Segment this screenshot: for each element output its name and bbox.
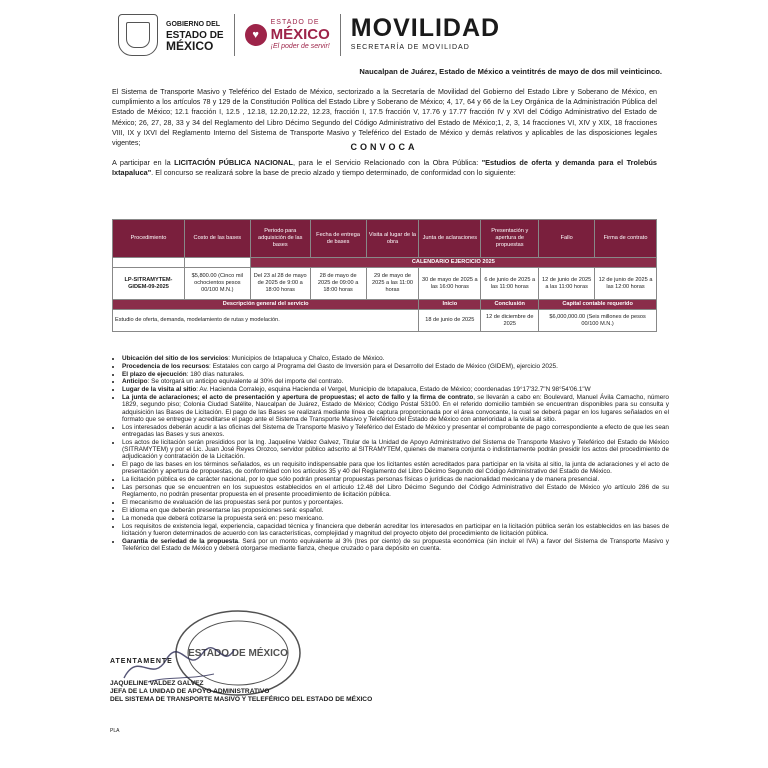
th-procedimiento: Procedimiento [113, 220, 185, 258]
th-costo: Costo de las bases [184, 220, 250, 258]
list-item: • Ubicación del sitio de los servicios: Municipios de Ixtapaluca y Chalco, Estado de México. [122, 355, 669, 362]
table-row [113, 268, 657, 300]
list-item: • Los requisitos de existencia legal, experiencia, capacidad técnica y financiera que deberán acreditar los interesados en participar en la licitación pública serán los establecidos en las bases de licitación y fueron determinados de acuerdo con las características, complejidad y magnitud del proyecto objeto del procedimiento de licitación pública. [122, 523, 669, 538]
participar-text-1: A participar en la [112, 158, 175, 167]
gov-line-1: GOBIERNO DEL [166, 20, 221, 28]
table-row [113, 310, 657, 332]
th-inicio: Inicio [419, 300, 481, 310]
cell-descripcion: Estudio de oferta, demanda, modelamiento de rutas y modelación. [113, 310, 419, 332]
cell-presentacion: 6 de junio de 2025 a las 11:00 horas [481, 268, 539, 300]
header-divider [340, 14, 341, 56]
cell-conclusion: 12 de diciembre de 2025 [481, 310, 539, 332]
list-item: • Los interesados deberán acudir a las oficinas del Sistema de Transporte Masivo y Teleférico del Estado de México y presentar el comprobante de pago correspondiente a efecto de que les sean entregadas las Bases y sus anexos. [122, 424, 669, 439]
th-capital: Capital contable requerido [539, 300, 657, 310]
th-descripcion: Descripción general del servicio [113, 300, 419, 310]
description-header-row [113, 300, 657, 310]
government-logo-text [166, 19, 224, 52]
edo-line-1: ESTADO DE [270, 19, 320, 26]
list-item: • Garantía de seriedad de la propuesta. Será por un monto equivalente al 3% (tres por ciento) de su propuesta económica (sin incluir el IVA) a favor del Sistema de Transporte Masivo y Teleférico del Estado de México y deberá otorgarse mediante fianza, cheque cruzado o para depósito en cuenta. [122, 538, 669, 553]
participar-text-4: "Estudios de oferta y demanda para el Trolebús Ixtapaluca" [112, 158, 657, 177]
participar-text-5: . El concurso se realizará sobre la base de precio alzado y tiempo determinado, de conformidad con lo siguiente: [151, 168, 516, 177]
th-presentacion: Presentación y apertura de propuestas [481, 220, 539, 258]
heart-icon: ♥ [245, 24, 267, 46]
participar-text-3: , para le el Servicio Relacionado con la Obra Pública: [292, 158, 482, 167]
cell-procedimiento: LP-SITRAMYTEM-GIDEM-09-2025 [113, 268, 185, 300]
cell-periodo: Del 23 al 28 de mayo de 2025 de 9:00 a 18:00 horas [250, 268, 310, 300]
convoca-heading: CONVOCA [350, 142, 418, 152]
dateline: Naucalpan de Juárez, Estado de México a veintitrés de mayo de dos mil veinticinco. [359, 67, 662, 76]
th-entrega: Fecha de entrega de bases [310, 220, 366, 258]
th-fallo: Fallo [539, 220, 595, 258]
calendar-row [113, 258, 657, 268]
signature-block [110, 680, 372, 704]
cell-capital: $6,000,000.00 (Seis millones de pesos 00/100 M.N.) [539, 310, 657, 332]
cell-firma: 12 de junio de 2025 a las 12:00 horas [595, 268, 657, 300]
tender-table [112, 219, 657, 332]
list-item: • Los actos de licitación serán presididos por la Ing. Jaqueline Valdez Galvez, Titular de la Unidad de Apoyo Administrativo del Sistema de Transporte Masivo y Teleférico del Estado de México (SITRAMYTEM) y por el Lic. Juan José Reyes Orozco, servidor público adscrito al SITRAMYTEM, quienes de manera conjunta o indistintamente podrán presidir los actos del procedimiento de adjudicación y contratación de la Licitación. [122, 439, 669, 461]
th-firma: Firma de contrato [595, 220, 657, 258]
movilidad-logo [351, 15, 500, 55]
gov-line-2: ESTADO DE [166, 29, 224, 41]
cell-visita: 29 de mayo de 2025 a las 11:00 horas [366, 268, 419, 300]
signer-name: JAQUELINE VALDEZ GALVEZ [110, 680, 204, 687]
list-item: • La junta de aclaraciones; el acto de presentación y apertura de propuestas; el acto de fallo y la firma de contrato, se llevarán a cabo en: Boulevard, Manuel Ávila Camacho, número 1829, segundo piso; Colonia Ciudad Satélite, Naucalpan de Juárez, Estado de México; Código Postal 53100. En el referido domicilio también se encuentran disponibles para su consulta y adquisición las Bases de Licitación. El pago de las Bases se realizará mediante línea de captura proporcionada por el área convocante, la cual se deberá pagar en los lugares señalados en el formato que se entregue y acreditarse el pago ante el Sistema de Transporte Masivo y Teleférico del Estado de México con anterioridad a la visita al sitio. [122, 394, 669, 423]
list-item: • El pago de las bases en los términos señalados, es un requisito indispensable para que los licitantes estén acreditados para participar en la visita al sitio, la junta de aclaraciones y el acto de presentación y apertura de propuestas, de conformidad con los artículos 35 y 40 del Reglamento del Libro Décimo Segundo del Código Administrativo del Estado de México. [122, 461, 669, 476]
intro-paragraph: El Sistema de Transporte Masivo y Teleférico del Estado de México, sectorizado a la Secretaría de Movilidad del Gobierno del Estado Libre y Soberano de México, en cumplimiento a los artículos 78 y 129 de la Constitución Política del Estado Libre y Soberano de México; 4, 17, 64 y 66 de la Ley Orgánica de la Administración Pública del Estado de México; 12.1 fracción I, 12.5 , 12.18, 12.20,12.22, 12.23, fracción I, 17.5 fracción V, 17.76 y 17.77 fracción IV y XVI del Código Administrativo del Estado de México; 26, 27, 28, 33 y 34 del Reglamento del Libro Décimo Segundo del Código Administrativo del Estado de México;1, 2, 3, 14 fracciones VI, XIV y XIX, 18 fracciones VIII, IX y IXVI del Reglamento Interno del Sistema de Transporte Masivo y Teleférico del Estado de México y demás relativos y aplicables de las disposiciones legales vigentes; [112, 88, 657, 148]
participar-text-2: LICITACIÓN PÚBLICA NACIONAL [174, 158, 293, 167]
closing-salutation: ATENTAMENTE [110, 658, 173, 665]
initials: PLA [110, 728, 120, 734]
list-item: • Procedencia de los recursos: Estatales con cargo al Programa del Gasto de Inversión para el Desarrollo del Estado de México (GIDEM), ejercicio 2025. [122, 363, 669, 370]
signer-role-1: JEFA DE LA UNIDAD DE APOYO ADMINISTRATIVO [110, 688, 270, 695]
list-item: • Lugar de la visita al sitio: Av. Hacienda Corralejo, esquina Hacienda el Vergel, Municipio de Ixtapaluca, Estado de México; coordenadas 19°17'32.7"N 98°54'06.1"W [122, 386, 669, 393]
letterhead [118, 10, 678, 60]
list-item: • La moneda que deberá cotizarse la propuesta será en: peso mexicano. [122, 515, 669, 522]
stamp-text: ESTADO DE MÉXICO [188, 648, 288, 659]
gov-line-3: MÉXICO [166, 38, 214, 53]
list-item: • La licitación pública es de carácter nacional, por lo que sólo podrán presentar propuestas personas físicas o jurídicas de nacionalidad mexicana y de manera presencial. [122, 476, 669, 483]
cell-junta: 30 de mayo de 2025 a las 16:00 horas [419, 268, 481, 300]
movilidad-subtitle: SECRETARÍA DE MOVILIDAD [350, 44, 470, 51]
cell-entrega: 28 de mayo de 2025 de 09:00 a 18:00 horas [310, 268, 366, 300]
edo-slogan: ¡El poder de servir! [270, 43, 330, 50]
list-item: • El idioma en que deberán presentarse las proposiciones será: español. [122, 507, 669, 514]
list-item: • Las personas que se encuentren en los supuestos establecidos en el artículo 12.48 del Libro Décimo Segundo del Código Administrativo del Estado de México y/o artículo 286 de su Reglamento, no podrán presentar propuesta en el presente procedimiento de licitación pública. [122, 484, 669, 499]
th-periodo: Periodo para adquisición de las bases [250, 220, 310, 258]
cell-fallo: 12 de junio de 2025 a las 11:00 horas [539, 268, 595, 300]
th-conclusion: Conclusión [481, 300, 539, 310]
cell-inicio: 18 de junio de 2025 [419, 310, 481, 332]
list-item: • Anticipo: Se otorgará un anticipo equivalente al 30% del importe del contrato. [122, 378, 669, 385]
table-header-row [113, 220, 657, 258]
signer-role-2: DEL SISTEMA DE TRANSPORTE MASIVO Y TELEFÉRICO DEL ESTADO DE MÉXICO [110, 696, 373, 703]
conditions-list [110, 355, 669, 553]
estado-logo [245, 17, 330, 53]
th-junta: Junta de aclaraciones [419, 220, 481, 258]
list-item: • El mecanismo de evaluación de las propuestas será por puntos y porcentajes. [122, 499, 669, 506]
cell-costo: $5,800.00 (Cinco mil ochocientos pesos 00/100 M.N.) [184, 268, 250, 300]
movilidad-title: MOVILIDAD [350, 14, 501, 42]
list-item: • El plazo de ejecución: 180 días naturales. [122, 371, 669, 378]
calendar-label: CALENDARIO EJERCICIO 2025 [250, 258, 656, 268]
participation-paragraph [112, 158, 657, 178]
edo-line-2: MÉXICO [270, 26, 330, 43]
th-visita: Visita al lugar de la obra [366, 220, 419, 258]
header-divider [234, 14, 235, 56]
state-seal-icon [118, 14, 158, 56]
